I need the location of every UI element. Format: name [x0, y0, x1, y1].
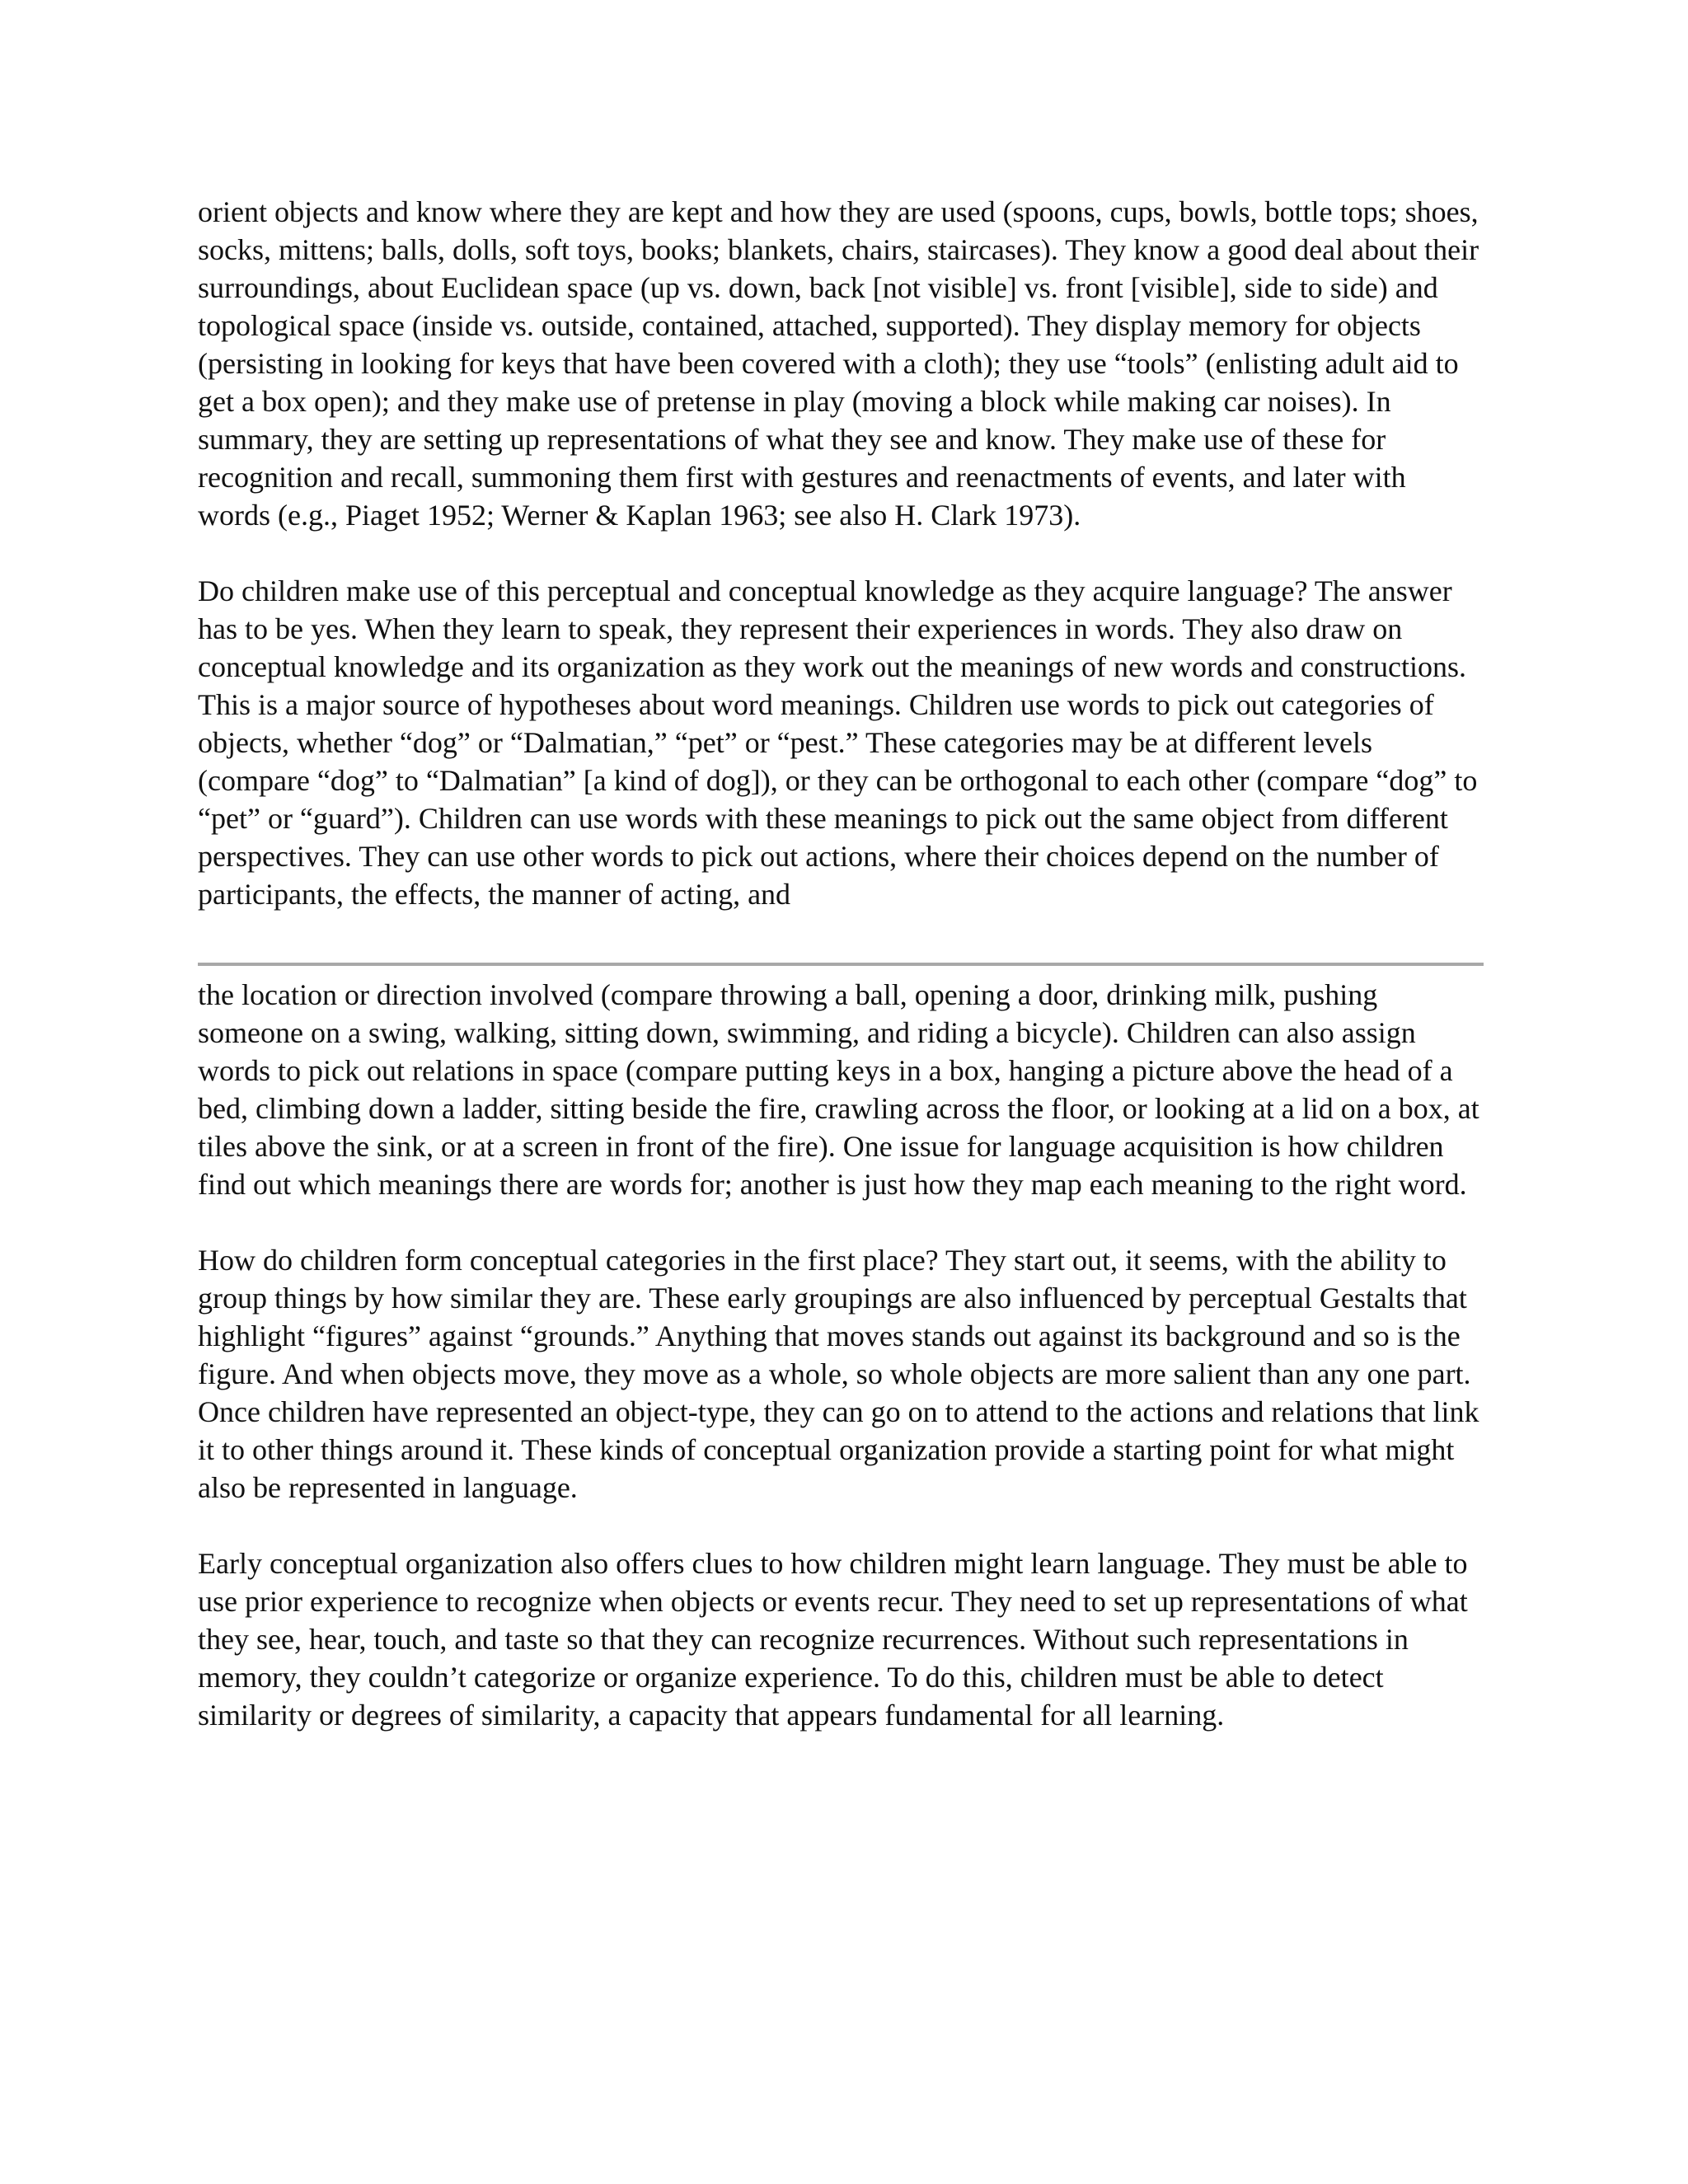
paragraph-location-direction: the location or direction involved (compare throwing a ball, opening a door, drinking milk, pushing someone on a swing, walking, sitting down, swimming, and riding a bicycle). Children can also assign words to pick out relations in space (compare putting keys in a box, hanging a picture above the head of a bed, climbing down a ladder, sitting beside the fire, crawling across the floor, or looking at a lid on a box, at tiles above the sink, or at a screen in front of the fire). One issue for language acquisition is how children find out which meanings there are words for; another is just how they map each meaning to the right word. [198, 978, 1479, 1201]
paragraph-objects-knowledge: orient objects and know where they are kept and how they are used (spoons, cups, bowls, bottle tops; shoes, socks, mittens; balls, dolls, soft toys, books; blankets, chairs, staircases). They know a good deal about their surroundings, about Euclidean space (up vs. down, back [not visible] vs. front [visible], side to side) and topological space (inside vs. outside, contained, attached, supported). They display memory for objects (persisting in looking for keys that have been covered with a cloth); they use “tools” (enlisting adult aid to get a box open); and they make use of pretense in play (moving a block while making car noises). In summary, they are setting up representations of what they see and know. They make use of these for recognition and recall, summoning them first with gestures and reenactments of events, and later with words (e.g., Piaget 1952; Werner & Kaplan 1963; see also H. Clark 1973). [198, 195, 1479, 532]
page-divider [198, 963, 1484, 966]
document-page [198, 193, 1484, 1734]
paragraph-gap [198, 1203, 1484, 1241]
paragraph-gap [198, 534, 1484, 572]
paragraph-conceptual-categories: How do children form conceptual categories in the first place? They start out, it seems, with the ability to group things by how similar they are. These early groupings are also influenced by perceptual Gestalts that highlight “figures” against “grounds.” Anything that moves stands out against its background and so is the figure. And when objects move, they move as a whole, so whole objects are more salient than any one part. Once children have represented an object-type, they can go on to attend to the actions and relations that link it to other things around it. These kinds of conceptual organization provide a starting point for what might also be represented in language. [198, 1244, 1479, 1504]
paragraph-gap [198, 1507, 1484, 1544]
paragraph-early-organization: Early conceptual organization also offers clues to how children might learn language. They must be able to use prior experience to recognize when objects or events recur. They need to set up representations of what they see, hear, touch, and taste so that they can recognize recurrences. Without such representations in memory, they couldn’t categorize or organize experience. To do this, children must be able to detect similarity or degrees of similarity, a capacity that appears fundamental for all learning. [198, 1547, 1468, 1732]
paragraph-conceptual-knowledge: Do children make use of this perceptual and conceptual knowledge as they acquire language? The answer has to be yes. When they learn to speak, they represent their experiences in words. They also draw on conceptual knowledge and its organization as they work out the meanings of new words and constructions. This is a major source of hypotheses about word meanings. Children use words to pick out categories of objects, whether “dog” or “Dalmatian,” “pet” or “pest.” These categories may be at different levels (compare “dog” to “Dalmatian” [a kind of dog]), or they can be orthogonal to each other (compare “dog” to “pet” or “guard”). Children can use words with these meanings to pick out the same object from different perspectives. They can use other words to pick out actions, where their choices depend on the number of participants, the effects, the manner of acting, and [198, 574, 1478, 911]
